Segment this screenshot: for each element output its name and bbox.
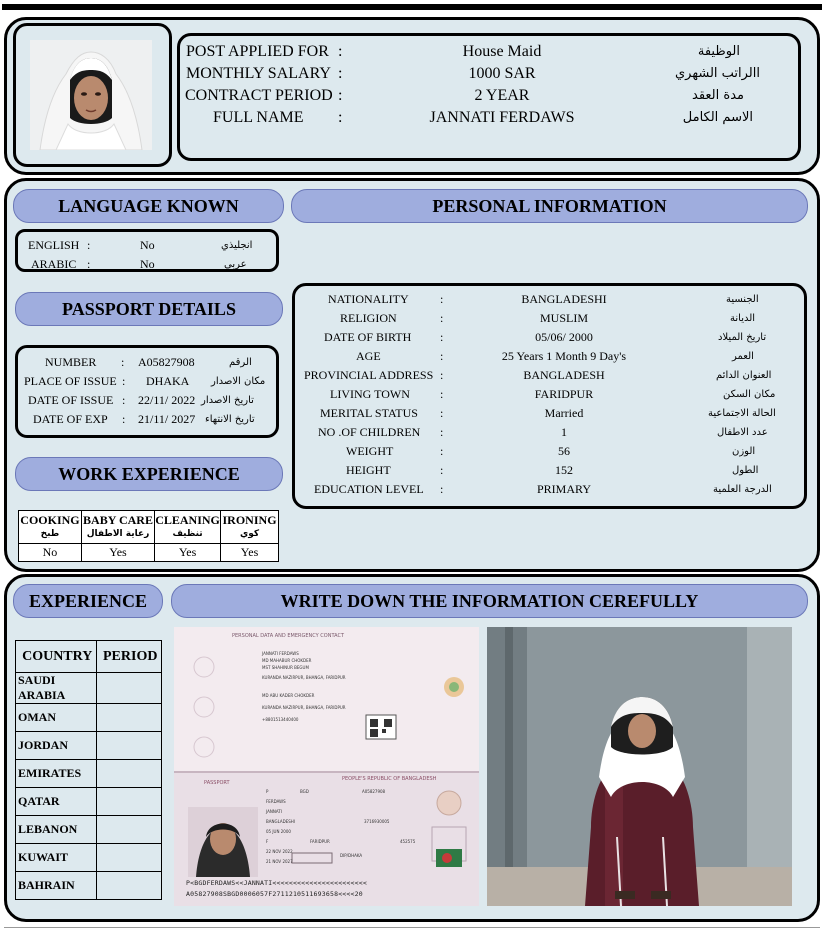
period-column-header: PERIOD [97, 641, 162, 673]
personal-value: BANGLADESHI [521, 292, 607, 306]
header-row [186, 63, 770, 85]
passport-arabic: مكان الاصدار [211, 376, 266, 387]
work-value: Yes [221, 544, 279, 562]
scan-personal-no: 3716930005 [364, 819, 390, 824]
personal-label: DATE OF BIRTH [324, 330, 412, 344]
country-cell: SAUDI ARABIA [16, 673, 97, 704]
period-cell[interactable] [97, 816, 162, 844]
personal-label: NATIONALITY [328, 292, 409, 306]
personal-colon: : [440, 444, 444, 458]
personal-label: HEIGHT [346, 463, 391, 477]
table-row [16, 844, 162, 872]
full-body-photo [487, 627, 792, 906]
table-row [16, 704, 162, 732]
scan-birthplace: FARIDPUR [310, 839, 330, 844]
passport-colon: : [122, 393, 126, 407]
header-colon: : [338, 87, 343, 104]
scan-given: JANNATI [266, 809, 282, 814]
work-col-ar: تنظيف [172, 529, 203, 539]
personal-value: 05/06/ 2000 [535, 330, 593, 344]
language-row-arabic [26, 255, 266, 274]
header-colon: : [338, 43, 343, 60]
country-cell: QATAR [16, 788, 97, 816]
header-arabic: الوظيفة [697, 44, 740, 59]
personal-colon: : [440, 349, 444, 363]
work-col-ar: كوي [239, 529, 260, 539]
work-col-en: CLEANING [155, 513, 220, 527]
header-arabic: االراتب الشهري [675, 66, 760, 81]
passport-label: DATE OF ISSUE [28, 393, 114, 407]
scan-father-line: MD MAHABUR CHOKDER [262, 658, 312, 663]
personal-colon: : [440, 387, 444, 401]
passport-label: PLACE OF ISSUE [24, 374, 117, 388]
header-label: FULL NAME [213, 109, 304, 126]
scan-authority: DIP/DHAKA [340, 853, 363, 858]
country-cell: OMAN [16, 704, 97, 732]
work-value: Yes [81, 544, 154, 562]
language-value: No [140, 238, 155, 252]
country-cell: BAHRAIN [16, 872, 97, 900]
scan-serial: 452575 [400, 839, 416, 844]
notice-heading: WRITE DOWN THE INFORMATION CEREFULLY [171, 584, 808, 618]
work-col-ar: رعاية الاطفال [86, 529, 150, 539]
period-cell[interactable] [97, 760, 162, 788]
header-row [186, 41, 770, 63]
passport-arabic: تاريخ الاصدار [201, 395, 254, 406]
experience-heading: EXPERIENCE [13, 584, 163, 618]
language-colon: : [87, 238, 91, 252]
scan-phone-line: +8801513440400 [262, 717, 299, 722]
scan-mother-line: MST SHAHINUR BEGUM [262, 665, 309, 670]
personal-value: BANGLADESH [523, 368, 605, 382]
scan-country-code: BGD [300, 789, 309, 794]
work-skills-table [18, 510, 279, 562]
scan-emergency-title: PERSONAL DATA AND EMERGENCY CONTACT [232, 633, 345, 639]
personal-arabic: الوزن [732, 446, 756, 457]
experience-table [15, 640, 162, 900]
personal-value: 56 [558, 444, 570, 458]
personal-label: LIVING TOWN [330, 387, 410, 401]
personal-label: WEIGHT [346, 444, 394, 458]
work-col-ar: طبخ [40, 529, 60, 539]
personal-arabic: الدرجة العلمية [713, 484, 772, 495]
scan-number: A05827908 [362, 789, 386, 794]
scan-mrz-line-2: A05827908SBGD0006057F2711210511693658<<<<20 [186, 890, 363, 898]
passport-value: 21/11/ 2027 [138, 412, 196, 426]
header-row [186, 107, 770, 129]
header-value: 1000 SAR [468, 65, 536, 82]
passport-label: DATE OF EXP [33, 412, 108, 426]
table-row [16, 788, 162, 816]
header-value: JANNATI FERDAWS [429, 109, 575, 126]
candidate-portrait [30, 40, 152, 150]
scan-emergency-name: MD ABU KADER CHOKDER [262, 693, 315, 698]
passport-arabic: تاريخ الانتهاء [205, 414, 255, 425]
personal-arabic: الجنسية [726, 294, 759, 305]
personal-colon: : [440, 368, 444, 382]
personal-colon: : [440, 292, 444, 306]
passport-colon: : [122, 374, 126, 388]
passport-value: DHAKA [146, 374, 190, 388]
personal-value: FARIDPUR [534, 387, 594, 401]
work-skills-values [19, 544, 279, 562]
work-col-en: IRONING [222, 513, 277, 527]
work-col-babycare [81, 511, 154, 544]
personal-arabic: العمر [732, 351, 754, 362]
language-row-english [26, 236, 266, 255]
work-col-cleaning [155, 511, 221, 544]
personal-colon: : [440, 330, 444, 344]
personal-info-heading: PERSONAL INFORMATION [291, 189, 808, 223]
country-cell: LEBANON [16, 816, 97, 844]
scan-name-line: JANNATI FERDAWS [262, 651, 299, 656]
table-row [16, 673, 162, 704]
personal-value: Married [544, 406, 584, 420]
personal-value: 1 [561, 425, 567, 439]
top-rule [2, 4, 822, 10]
personal-colon: : [440, 425, 444, 439]
header-value: 2 YEAR [474, 87, 530, 104]
period-cell[interactable] [97, 872, 162, 900]
personal-arabic: الطول [732, 465, 759, 476]
personal-label: PROVINCIAL ADDRESS [304, 368, 434, 382]
passport-scan-image [174, 627, 479, 906]
personal-colon: : [440, 482, 444, 496]
header-label: CONTRACT PERIOD [185, 87, 333, 104]
bottom-rule [4, 927, 820, 930]
scan-address-line: KURANDA NAZIRPUR, BHANGA, FARIDPUR [262, 675, 346, 680]
language-value: No [140, 257, 155, 271]
header-colon: : [338, 65, 343, 82]
header-value: House Maid [462, 43, 542, 60]
language-label: ENGLISH [28, 238, 80, 252]
personal-arabic: مكان السكن [723, 389, 776, 400]
language-heading: LANGUAGE KNOWN [13, 189, 284, 223]
passport-value: 22/11/ 2022 [138, 393, 196, 407]
table-row [16, 732, 162, 760]
personal-arabic: عدد الاطفال [717, 427, 768, 438]
personal-label: RELIGION [340, 311, 397, 325]
scan-expiry: 21 NOV 2027 [266, 859, 293, 864]
header-label: POST APPLIED FOR [186, 43, 329, 60]
scan-type-code: P [266, 789, 269, 794]
work-col-en: BABY CARE [83, 513, 153, 527]
work-experience-heading: WORK EXPERIENCE [15, 457, 283, 491]
language-arabic: عربي [224, 259, 247, 270]
personal-colon: : [440, 406, 444, 420]
scan-passport-word: PASSPORT [204, 780, 230, 786]
header-row [186, 85, 770, 107]
header-colon: : [338, 109, 343, 126]
country-cell: EMIRATES [16, 760, 97, 788]
passport-colon: : [121, 355, 125, 369]
personal-value: 152 [555, 463, 573, 477]
passport-arabic: الرقم [229, 357, 252, 368]
period-cell[interactable] [97, 788, 162, 816]
header-label: MONTHLY SALARY [186, 65, 331, 82]
work-col-en: COOKING [20, 513, 80, 527]
work-value: Yes [155, 544, 221, 562]
work-col-cooking [19, 511, 82, 544]
personal-arabic: العنوان الدائم [716, 370, 772, 381]
period-cell[interactable] [97, 673, 162, 704]
period-cell[interactable] [97, 732, 162, 760]
table-row [16, 872, 162, 900]
personal-colon: : [440, 311, 444, 325]
scan-issue-date: 22 NOV 2022 [266, 849, 293, 854]
header-arabic: مدة العقد [692, 88, 744, 103]
scan-dob: 05 JUN 2000 [266, 829, 291, 834]
personal-label: MERITAL STATUS [320, 406, 418, 420]
scan-country-title: PEOPLE'S REPUBLIC OF BANGLADESH [342, 776, 437, 782]
personal-colon: : [440, 463, 444, 477]
country-cell: JORDAN [16, 732, 97, 760]
work-skills-header [19, 511, 279, 544]
language-label: ARABIC [31, 257, 77, 271]
scan-sex: F [266, 839, 269, 844]
table-row [16, 816, 162, 844]
experience-header-row [16, 641, 162, 673]
language-colon: : [87, 257, 91, 271]
personal-value: MUSLIM [539, 311, 588, 325]
period-cell[interactable] [97, 704, 162, 732]
personal-label: EDUCATION LEVEL [314, 482, 424, 496]
scan-emergency-address: KURANDA NAZIRPUR, BHANGA, FARIDPUR [262, 705, 346, 710]
personal-arabic: الحالة الاجتماعية [708, 408, 776, 419]
personal-label: NO .OF CHILDREN [318, 425, 421, 439]
work-value: No [19, 544, 82, 562]
personal-value: PRIMARY [536, 482, 592, 496]
table-row [16, 760, 162, 788]
personal-value: 25 Years 1 Month 9 Day's [501, 349, 627, 363]
language-arabic: انجليذي [221, 240, 253, 251]
header-arabic: الاسم الكامل [682, 110, 753, 125]
passport-label: NUMBER [45, 355, 97, 369]
scan-surname: FERDAWS [266, 799, 286, 804]
personal-arabic: تاريخ الميلاد [718, 332, 767, 343]
passport-heading: PASSPORT DETAILS [15, 292, 283, 326]
country-cell: KUWAIT [16, 844, 97, 872]
passport-colon: : [122, 412, 126, 426]
work-col-ironing [221, 511, 279, 544]
scan-mrz-line-1: P<BGDFERDAWS<<JANNATI<<<<<<<<<<<<<<<<<<<<<<< [186, 879, 367, 887]
scan-nationality: BANGLADESHI [266, 819, 295, 824]
country-column-header: COUNTRY [16, 641, 97, 673]
passport-value: A05827908 [138, 355, 195, 369]
personal-arabic: الديانة [730, 313, 756, 324]
personal-label: AGE [356, 349, 381, 363]
period-cell[interactable] [97, 844, 162, 872]
